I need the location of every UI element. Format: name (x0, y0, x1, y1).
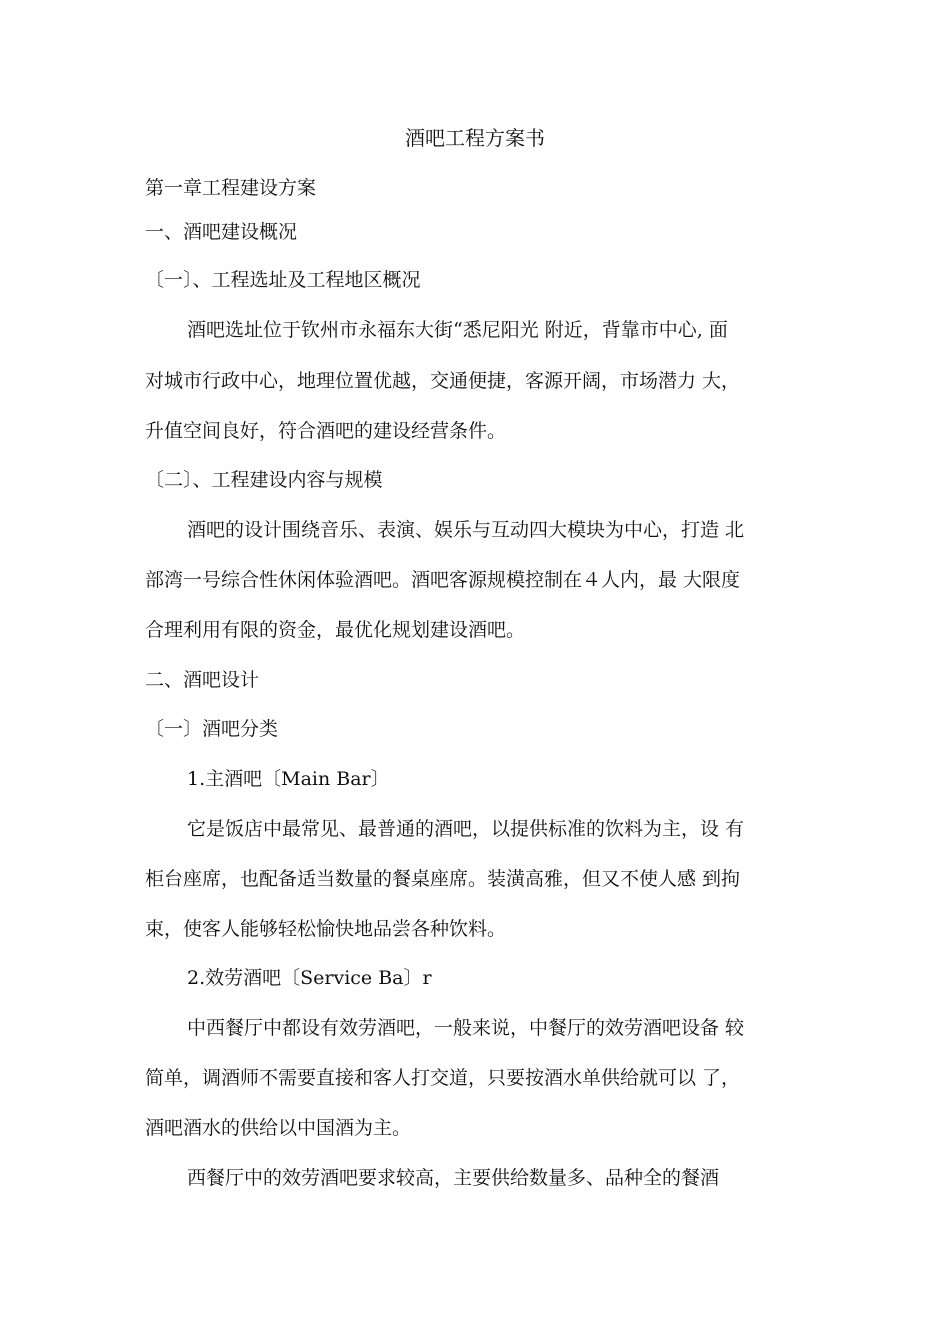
paragraph-line: 简单，调酒师不需要直接和客人打交道，只要按酒水单供给就可以 了， (145, 1067, 741, 1089)
chapter-heading: 第一章工程建设方案 (145, 177, 317, 199)
section-heading: 一、酒吧建设概况 (145, 221, 298, 243)
paragraph-line: 它是饭店中最常见、最普通的酒吧，以提供标准的饮料为主，设 有 (187, 818, 745, 840)
subsection-heading: 〔二〕、工程建设内容与规模 (145, 469, 383, 491)
section-heading: 二、酒吧设计 (145, 669, 260, 691)
paragraph-line: 西餐厅中的效劳酒吧要求较高，主要供给数量多、品种全的餐酒 (187, 1167, 720, 1189)
paragraph-line: 对城市行政中心，地理位置优越，交通便捷，客源开阔，市场潜力 大， (145, 370, 741, 392)
subsection-heading: 〔一〕、工程选址及工程地区概况 (145, 269, 421, 291)
paragraph-line: 束，使客人能够轻松愉快地品尝各种饮料。 (145, 918, 507, 940)
paragraph-line: 合理利用有限的资金，最优化规划建设酒吧。 (145, 619, 526, 641)
paragraph-line: 中西餐厅中都设有效劳酒吧，一般来说，中餐厅的效劳酒吧设备 较 (187, 1017, 745, 1039)
item-heading: 2.效劳酒吧〔Service Ba〕r (187, 967, 432, 989)
item-heading: 1.主酒吧〔Main Bar〕 (187, 768, 390, 790)
document-title: 酒吧工程方案书 (405, 126, 545, 150)
paragraph-line: 酒吧的设计围绕音乐、表演、娱乐与互动四大模块为中心，打造 北 (187, 519, 745, 541)
paragraph-line: 酒吧酒水的供给以中国酒为主。 (145, 1117, 412, 1139)
paragraph-line: 部湾一号综合性休闲体验酒吧。酒吧客源规模控制在４人内，最 大限度 (145, 569, 741, 591)
paragraph-line: 酒吧选址位于钦州市永福东大街“悉尼阳光 附近，背靠市中心, 面 (187, 319, 728, 341)
paragraph-line: 柜台座席，也配备适当数量的餐桌座席。装潢高雅，但又不使人感 到拘 (145, 868, 741, 890)
paragraph-line: 升值空间良好，符合酒吧的建设经营条件。 (145, 420, 507, 442)
subsection-heading: 〔一〕酒吧分类 (145, 718, 279, 740)
